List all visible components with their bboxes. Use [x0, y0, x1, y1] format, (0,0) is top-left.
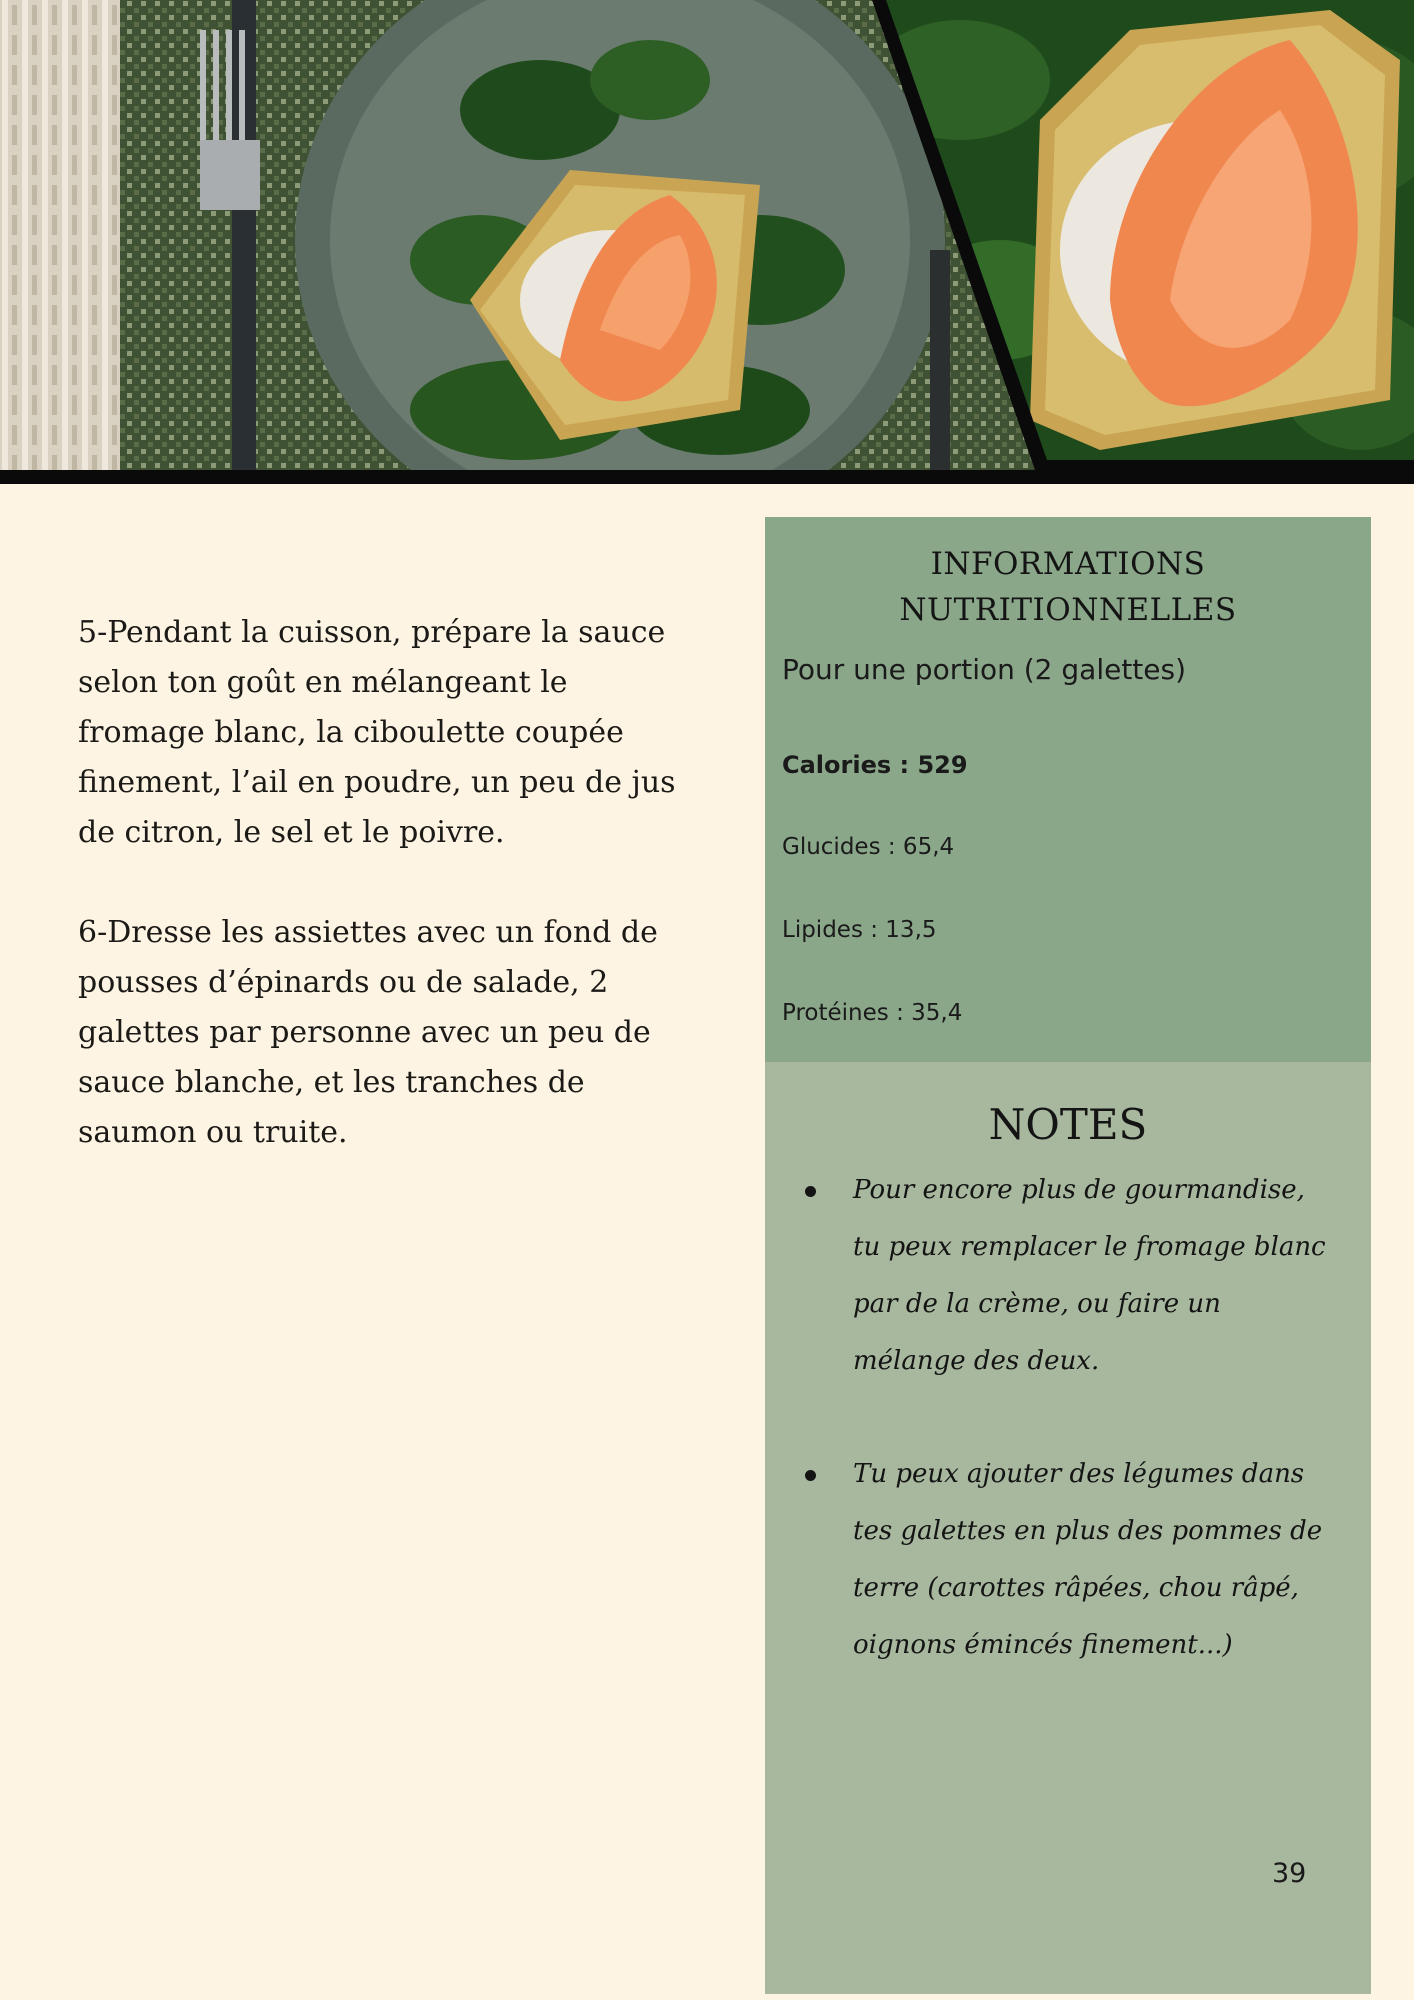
- banner-photos: [0, 0, 1414, 484]
- page-number: 39: [1272, 1858, 1307, 1889]
- portion-label: Pour une portion (2 galettes): [782, 653, 1187, 686]
- notes-panel: [765, 1062, 1371, 1994]
- step-6: 6-Dresse les assiettes avec un fond de pousses d’épinards ou de salade, 2 galettes par personne avec un peu de sauce blanche, et les tranches de saumon ou truite.: [78, 915, 658, 1150]
- lipides-value: Lipides : 13,5: [782, 917, 937, 943]
- bullet-icon: [805, 1470, 816, 1481]
- notes-title: NOTES: [988, 1100, 1148, 1149]
- nutrition-panel: [765, 517, 1371, 1062]
- proteines-value: Protéines : 35,4: [782, 1000, 963, 1026]
- bullet-icon: [805, 1186, 816, 1197]
- notes-list: [791, 1162, 1336, 1730]
- plate-photo: [0, 0, 1040, 484]
- recipe-steps: [78, 608, 678, 1208]
- photo-banner: [0, 0, 1414, 484]
- note-text: Pour encore plus de gourmandise, tu peux remplacer le fromage blanc par de la crème, ou faire un mélange des deux.: [853, 1175, 1326, 1376]
- note-text: Tu peux ajouter des légumes dans tes galettes en plus des pommes de terre (carottes râpées, chou râpé, oignons émincés finement...): [853, 1459, 1323, 1660]
- note-item: [791, 1446, 1336, 1674]
- step-5: 5-Pendant la cuisson, prépare la sauce selon ton goût en mélangeant le fromage blanc, la ciboulette coupée finement, l’ail en poudre, un peu de jus de citron, le sel et le poivre.: [78, 615, 676, 850]
- nutrition-title: [765, 541, 1371, 633]
- nutrition-title-line1: INFORMATIONS: [930, 546, 1206, 582]
- nutrition-title-line2: NUTRITIONNELLES: [899, 592, 1237, 628]
- glucides-value: Glucides : 65,4: [782, 834, 955, 860]
- note-item: [791, 1162, 1336, 1390]
- calories-value: Calories : 529: [782, 751, 968, 779]
